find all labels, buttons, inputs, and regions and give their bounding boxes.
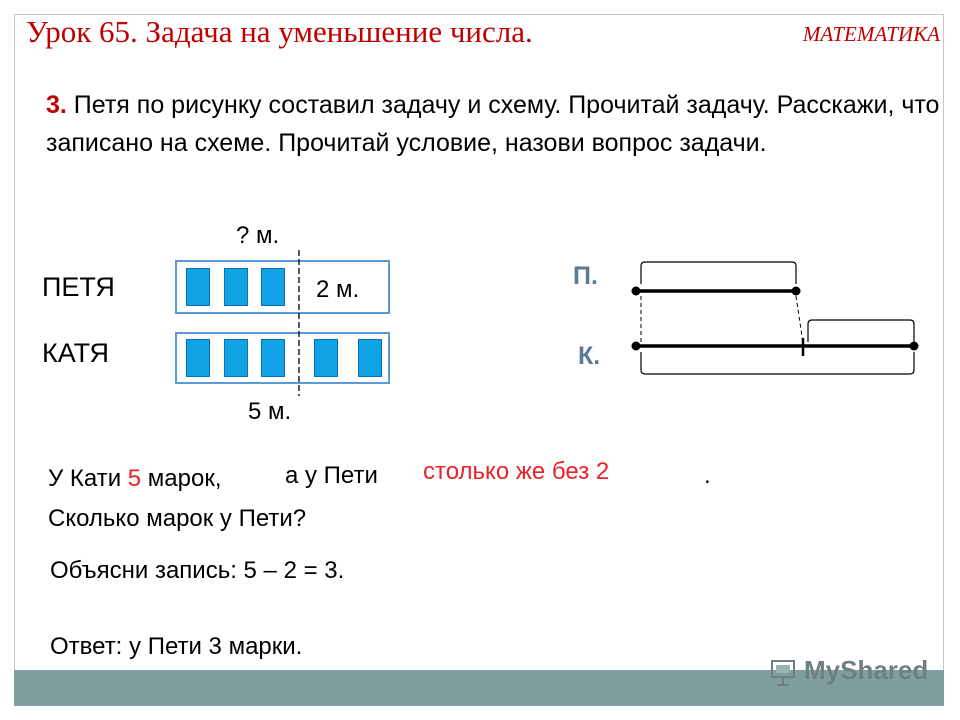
condition-part2: марок, [141, 465, 222, 492]
condition-part1: У Кати [48, 465, 128, 492]
sentence-dot: . [704, 462, 711, 489]
problem-question: Сколько марок у Пети? [48, 505, 307, 532]
difference-label: 2 м. [316, 276, 360, 303]
schema-label-petya: П. [573, 262, 598, 290]
lesson-title: Урок 65. Задача на уменьшение числа. [26, 14, 533, 49]
katya-name: КАТЯ [42, 338, 110, 368]
presentation-icon [770, 657, 800, 687]
explain-record: Объясни запись: 5 – 2 = 3. [50, 557, 345, 584]
total-label: 5 м. [248, 398, 292, 425]
task-number: 3. [46, 91, 67, 119]
question-label: ? м. [236, 222, 280, 249]
logo-text: MyShared [804, 655, 929, 685]
subject-label: МАТЕМАТИКА [802, 22, 940, 46]
number-five: 5 [127, 465, 142, 492]
petya-name: ПЕТЯ [42, 272, 115, 302]
highlight-phrase: столько же без 2 [423, 458, 610, 485]
condition-part3: а у Пети [285, 462, 378, 489]
schema-label-katya: К. [578, 342, 601, 370]
answer-text: Ответ: у Пети 3 марки. [50, 633, 303, 660]
problem-condition [48, 465, 222, 493]
task-description: Петя по рисунку составил задачу и схему. Прочитай задачу. Расскажи, что записано на схеме. Прочитай условие, назови вопрос задачи. [46, 91, 940, 157]
